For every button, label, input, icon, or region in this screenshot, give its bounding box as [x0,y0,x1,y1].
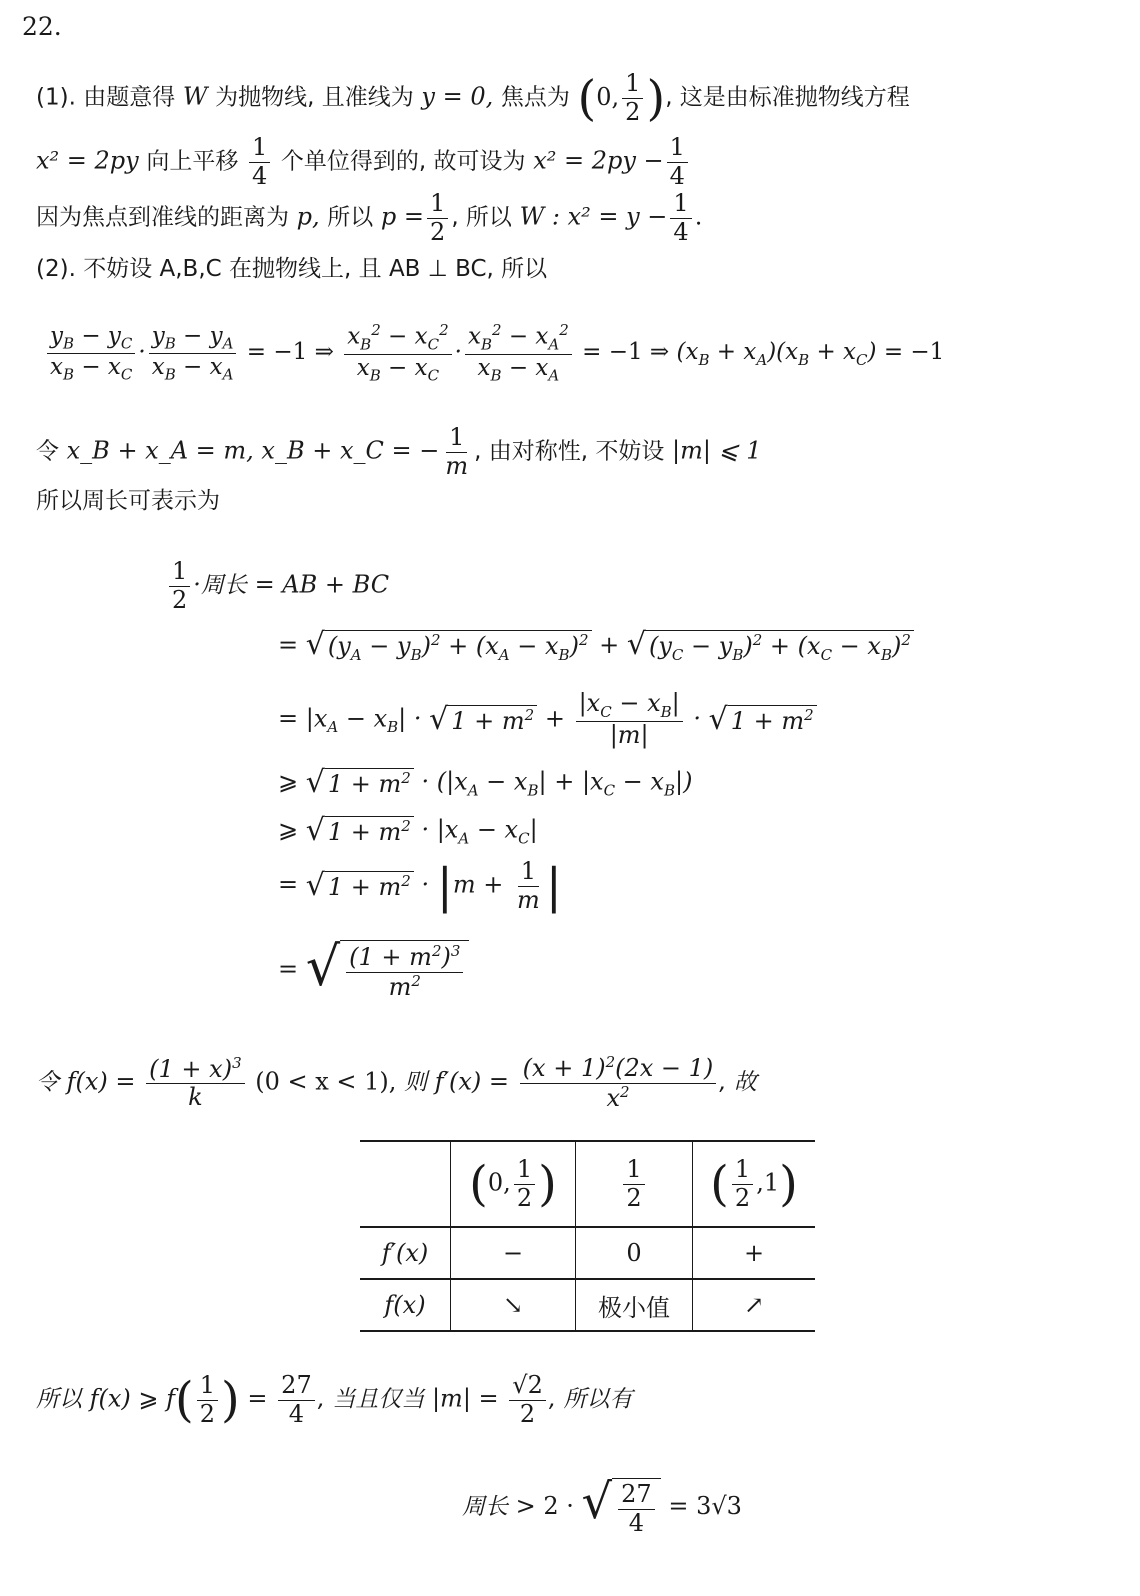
table-cell: 极小值 [576,1279,693,1331]
text: 令 [36,438,59,465]
perimeter-label: 周长 [462,1494,508,1521]
text: 向上平移 [146,148,239,175]
text: (1). 由题意得 [36,84,176,111]
math-sub: x_B + x_A = m, x_B + x_C = − [66,436,440,465]
derivation-row-1: $\frac{1}{2}$ ·周长 = AB + BC [166,558,389,614]
math-shifted-eq: x² = 2py − [533,146,664,175]
table-row-label: f′(x) [360,1227,451,1279]
text: 焦点为 [500,84,570,111]
table-cell: + [693,1227,816,1279]
math-p-eq: p = [380,202,425,231]
derivation-row-2: = √ $(y_A - y_B)^2 + (x_A - x_B)^2$ + √ $(y_C - y_B)^2 + (x_C - x_B)^2$ [278,630,914,663]
final-expr: > 2 · [515,1492,574,1521]
text: , 由对称性, 不妨设 [474,438,665,465]
text: 个单位得到的, 故可设为 [280,148,526,175]
text: 则 [404,1069,428,1096]
text: , 这是由标准抛物线方程 [665,84,910,111]
math-W-eq: W : x² = y − [519,202,668,231]
derivation-row-3: = $|x_A - x_B|$ · √ $1 + m^2$ + $\frac{|x_C - x_B|}{|m|}$ · √ $1 + m^2$ [278,690,817,750]
final-result: 周长 > 2 · √ $\frac{27}{4}$ = 3√3 [462,1474,742,1537]
derivation-row-6: = √ $1 + m^2$ · |m + $\frac{1}{m}$ | [278,857,562,915]
math-W: W [182,82,208,111]
table-row-label: f(x) [360,1279,451,1331]
table-cell [360,1141,451,1227]
text: , 故 [719,1069,757,1096]
text: , 当且仅当 [317,1386,425,1413]
table-cell: 0 [576,1227,693,1279]
derivation-row-5: ⩾ √ $1 + m^2$ · $|x_A - x_C|$ [278,813,538,848]
table-cell: ( $\frac{1}{2}$ ,1) [693,1141,816,1227]
increasing-arrow-icon: ↗ [693,1279,816,1331]
final-value: = 3√3 [668,1492,742,1521]
text: 所以 [36,1386,82,1413]
table-cell: (0, $\frac{1}{2}$ ) [451,1141,576,1227]
part1-line3: 因为焦点到准线的距离为 p, 所以 p = $\frac{1}{2}$ , 所以 W : x² = y − $\frac{1}{4}$ . [36,189,703,246]
monotonicity-table [360,1140,815,1332]
text: 令 [36,1069,59,1096]
derivation-row-7: = √ $\frac{(1 + m^2)^3}{m^2}$ [278,940,469,1001]
math-p: p, [296,202,320,231]
table-row [360,1227,815,1279]
perimeter-label: 周长 [200,572,247,599]
derivation-row-4: ⩾ √ $1 + m^2$ · $(|x_A - x_B| + |x_C - x_B|)$ [278,765,693,800]
table-cell: − [451,1227,576,1279]
domain: (0 < x < 1), [255,1067,397,1096]
text: , 所以有 [548,1386,633,1413]
text: , 所以 [451,204,512,231]
text: 为抛物线, 且准线为 [215,84,414,111]
conclusion-line: 所以 f(x) ⩾ f( $\frac{1}{2}$ ) = $\frac{27}{4}$ , 当且仅当 |m| = $\frac{√2}{2}$ , 所以有 [36,1371,633,1429]
table-row [360,1279,815,1331]
part1-line2: x² = 2py 向上平移 $\frac{1}{4}$ 个单位得到的, 故可设为 x² = 2py − $\frac{1}{4}$ [36,134,691,190]
decreasing-arrow-icon: ↘ [451,1279,576,1331]
math-directrix: y = 0, [421,82,494,111]
slope-product-equation: $\frac{y_B - y_C}{x_B - x_C}$ · $\frac{y_B - y_A}{x_B - x_A}$ = −1 ⇒ $\frac{x_B^2 - x_C^2}{x_B - x_C}$ · $\frac{x_B^2 - x_A^2}{x_B - x_A}$ = −1 ⇒ $(x_B + x_A)(x_B + x_C) = -1$ [44,322,944,384]
focus-point: (0, $\frac{1}{2}$ ) [577,69,666,127]
table-row [360,1141,815,1227]
table-cell: $\frac{1}{2}$ [576,1141,693,1227]
part2-line1: (2). 不妨设 A,B,C 在抛物线上, 且 AB ⊥ BC, 所以 [36,256,548,282]
part1-line1 [36,70,910,126]
math-m-bound: |m| ⩽ 1 [672,436,762,465]
text: 因为焦点到准线的距离为 [36,204,289,231]
text: 所以 [327,204,374,231]
function-definition: 令 f(x) = $\frac{(1 + x)^3}{k}$ (0 < x < 1), 则 f′(x) = $\frac{(x + 1)^2(2x - 1)}{x^2}$ , 故 [36,1053,757,1112]
perimeter-intro: 所以周长可表示为 [36,488,220,514]
problem-number: 22. [22,12,62,41]
substitution-line: 令 x_B + x_A = m, x_B + x_C = − $\frac{1}{m}$ , 由对称性, 不妨设 |m| ⩽ 1 [36,423,762,480]
math-standard-eq: x² = 2py [36,146,139,175]
